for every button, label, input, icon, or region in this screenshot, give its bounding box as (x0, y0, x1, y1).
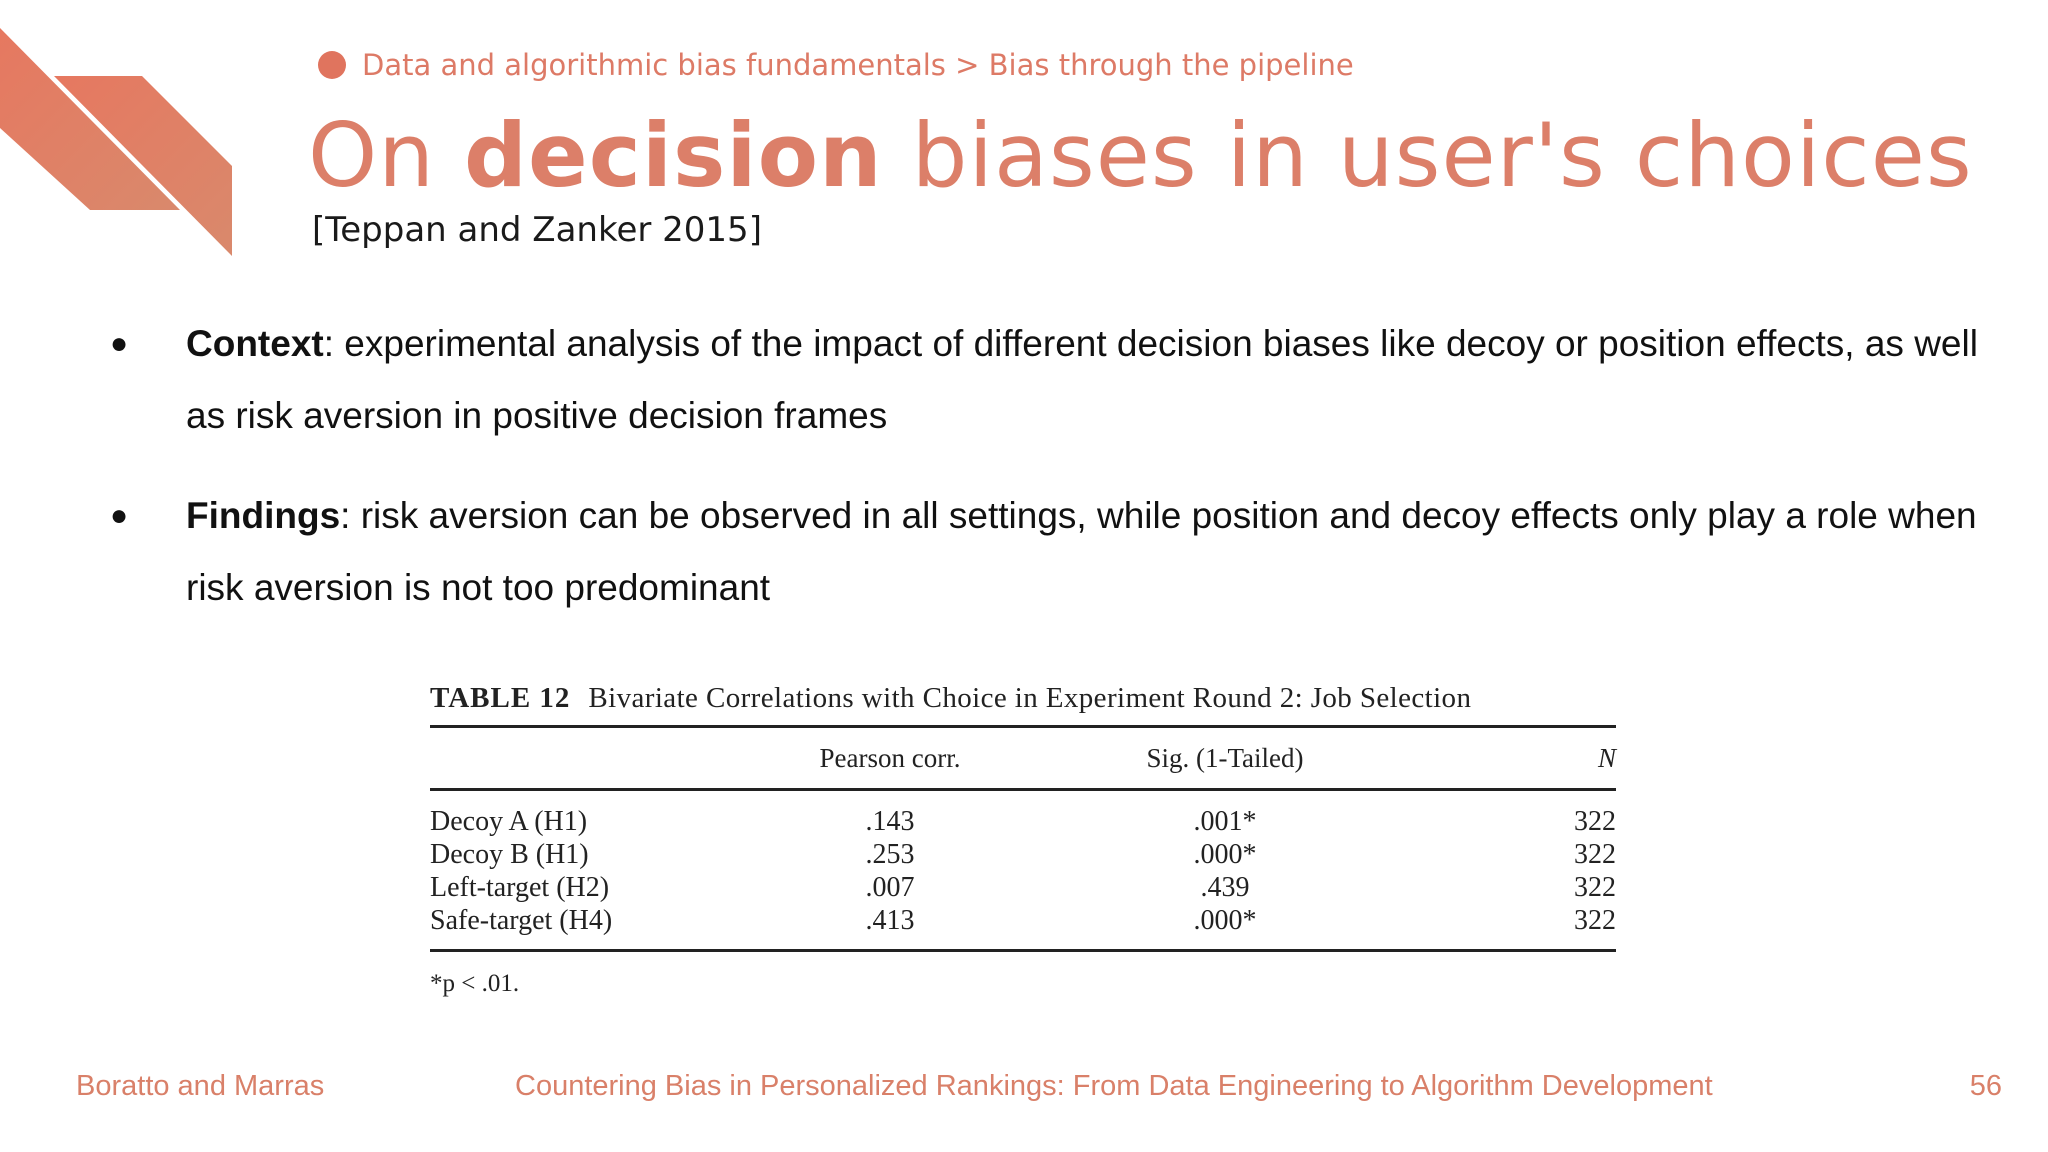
footer-authors: Boratto and Marras (76, 1070, 325, 1102)
footer (0, 1070, 2048, 1110)
citation: [Teppan and Zanker 2015] (312, 210, 762, 250)
bullet-findings (108, 480, 1988, 624)
breadcrumb (318, 48, 1354, 82)
bullet-marker-icon: ● (110, 327, 129, 360)
table-row (430, 871, 1616, 904)
header-cell: N (1597, 742, 1616, 773)
table-cell: Decoy B (H1) (430, 838, 589, 870)
title-bold: decision (464, 104, 883, 207)
table-cell: Decoy A (H1) (430, 805, 588, 837)
table-cell: 322 (1574, 838, 1616, 870)
bullet-text: : risk aversion can be observed in all settings, while position and decoy effects only play a role when risk aversion is not too predominant (186, 495, 1977, 608)
table-row (430, 904, 1616, 937)
table-bottom-rule (430, 949, 1616, 952)
table-label: TABLE 12 (430, 682, 571, 714)
corner-decoration (0, 0, 240, 270)
bullet-context (108, 308, 1988, 452)
bullet-marker-icon: ● (110, 499, 129, 532)
table-cell: Left-target (H2) (430, 871, 610, 903)
footer-course-title: Countering Bias in Personalized Rankings: From Data Engineering to Algorithm Development (515, 1070, 1713, 1102)
page-title (308, 104, 1973, 207)
table-cell: .007 (865, 871, 915, 903)
bullet-list (108, 308, 1988, 652)
page-number: 56 (1969, 1070, 2002, 1102)
table-cell: .413 (865, 904, 915, 936)
title-suffix: biases in user's choices (911, 104, 1973, 207)
table-cell: .001* (1193, 805, 1257, 837)
table-cell: .253 (865, 838, 915, 870)
breadcrumb-text: Data and algorithmic bias fundamentals > Bias through the pipeline (362, 48, 1354, 82)
table-body (430, 791, 1616, 949)
title-prefix: On (308, 104, 436, 207)
bullet-dot-icon (318, 51, 346, 79)
table-cell: .000* (1193, 904, 1257, 936)
table-cell: .439 (1200, 871, 1250, 903)
bullet-label: Context (186, 323, 324, 364)
table-cell: 322 (1574, 904, 1616, 936)
table-caption (430, 682, 1616, 715)
table-row (430, 805, 1616, 838)
table-footnote: *p < .01. (430, 970, 520, 997)
bullet-text: : experimental analysis of the impact of different decision biases like decoy or position effects, as well as risk aversion in positive decision frames (186, 323, 1978, 436)
header-cell: Sig. (1-Tailed) (1146, 742, 1304, 773)
table-cell: .143 (865, 805, 915, 837)
table-cell: Safe-target (H4) (430, 904, 613, 936)
header-cell: Pearson corr. (819, 742, 961, 773)
table-cell: 322 (1574, 805, 1616, 837)
table-header-row (430, 728, 1616, 788)
table-cell: .000* (1193, 838, 1257, 870)
table-row (430, 838, 1616, 871)
table-caption-text: Bivariate Correlations with Choice in Experiment Round 2: Job Selection (588, 682, 1472, 714)
results-table (430, 682, 1616, 998)
bullet-label: Findings (186, 495, 341, 536)
table-cell: 322 (1574, 871, 1616, 903)
